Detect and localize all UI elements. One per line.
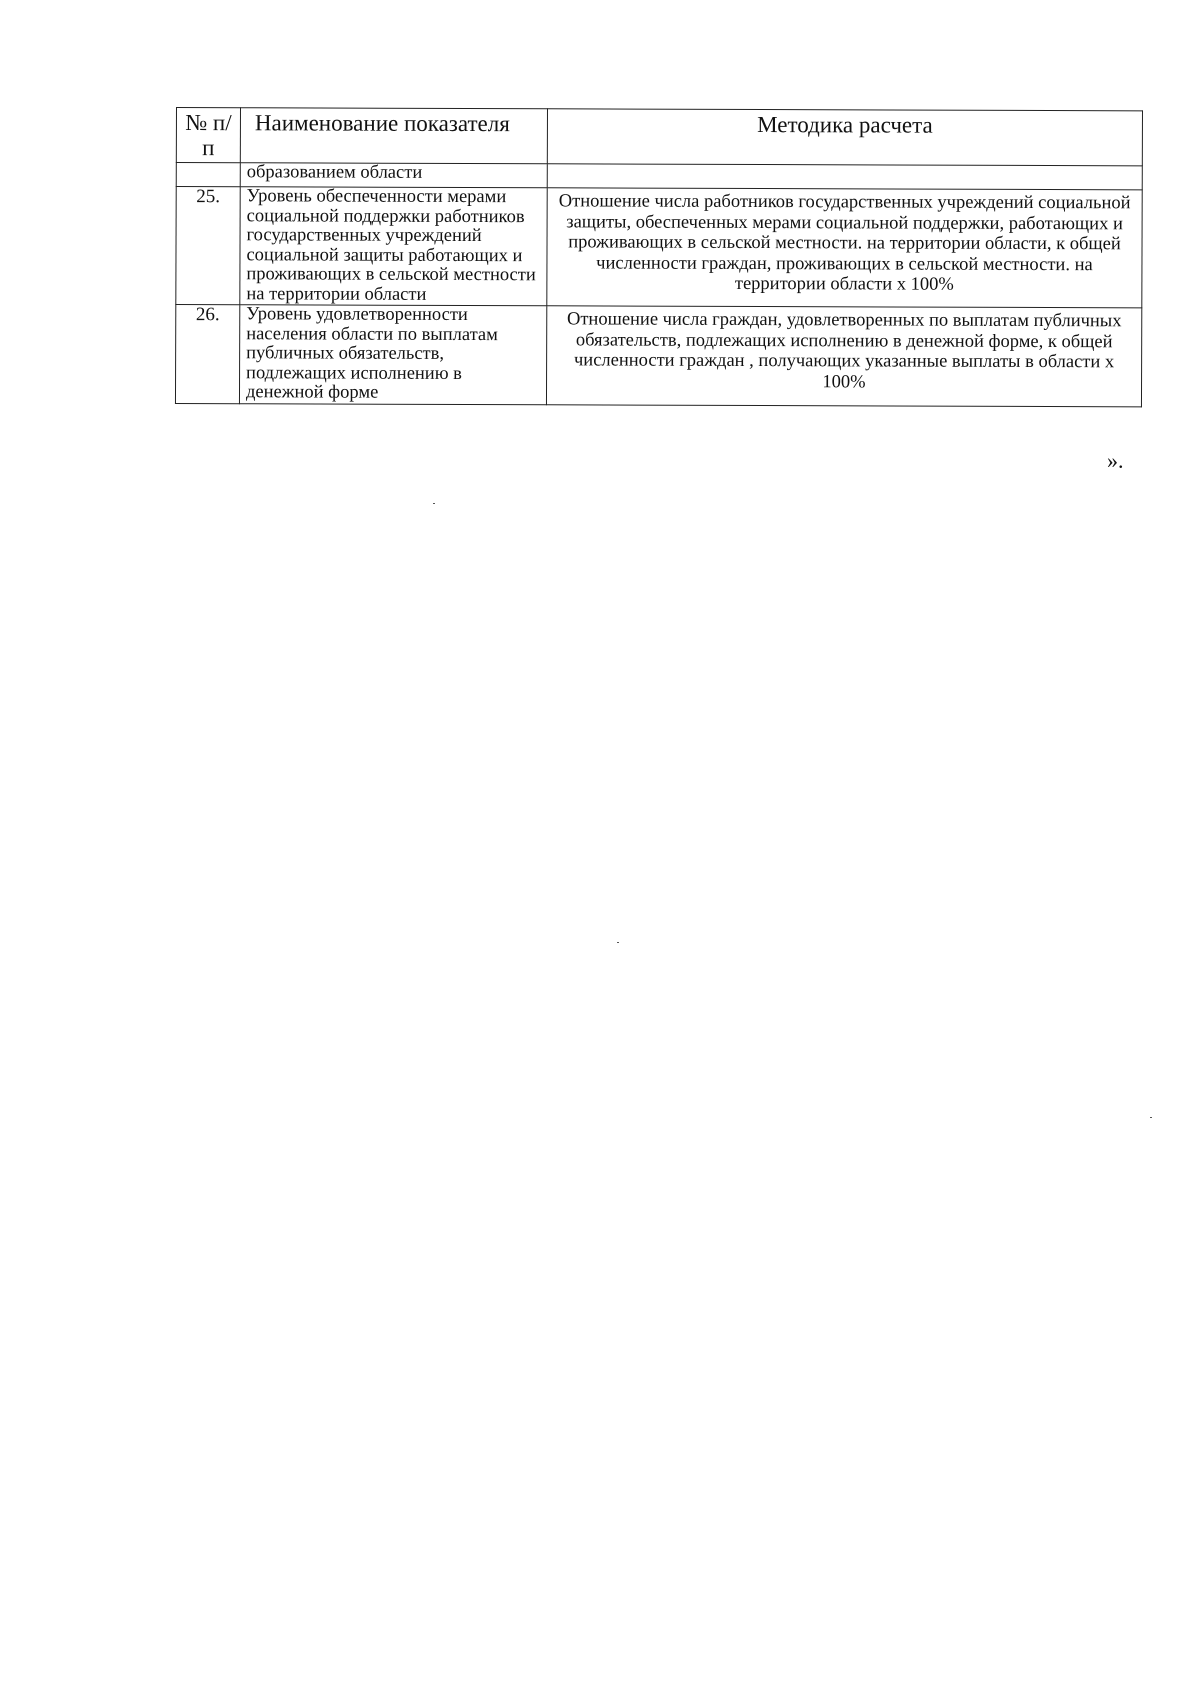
table-row (176, 187, 1142, 308)
table-row (175, 305, 1141, 407)
cell-calculation-method: Отношение числа работников государственных учреждений социальной защиты, обеспеченных мерами социальной поддержки, работающих и проживающих в сельской местности. на территории области, к общей численности граждан, проживающих в сельской местности. на территории области х 100% (547, 188, 1142, 308)
cell-indicator-name: образованием области (240, 163, 547, 188)
cell-calculation-method: Отношение числа граждан, удовлетворенных по выплатам публичных обязательств, подлежащих исполнению в денежной форме, к общей численности граждан , получающих указанные выплаты в области х 100% (546, 306, 1141, 407)
cell-number: 25. (176, 187, 240, 305)
table-header-row (176, 108, 1142, 166)
header-number: № п/п (176, 108, 240, 163)
cell-indicator-name: Уровень обеспеченности мерами социальной поддержки работников государственных учреждений социальной защиты работающих и проживающих в сельской местности на территории области (240, 187, 547, 306)
scan-speck (617, 942, 619, 943)
closing-quote-mark: ». (1107, 448, 1124, 473)
header-calculation-method: Методика расчета (547, 109, 1142, 166)
cell-indicator-name: Уровень удовлетворенности населения области по выплатам публичных обязательств, подлежащих исполнению в денежной форме (239, 305, 546, 405)
header-indicator-name: Наименование показателя (240, 108, 547, 164)
scan-speck (433, 503, 435, 504)
indicators-table (175, 107, 1143, 407)
cell-number: 26. (175, 305, 239, 404)
cell-calculation-method (547, 164, 1142, 190)
scan-speck (1150, 1117, 1152, 1118)
cell-number (176, 163, 240, 187)
